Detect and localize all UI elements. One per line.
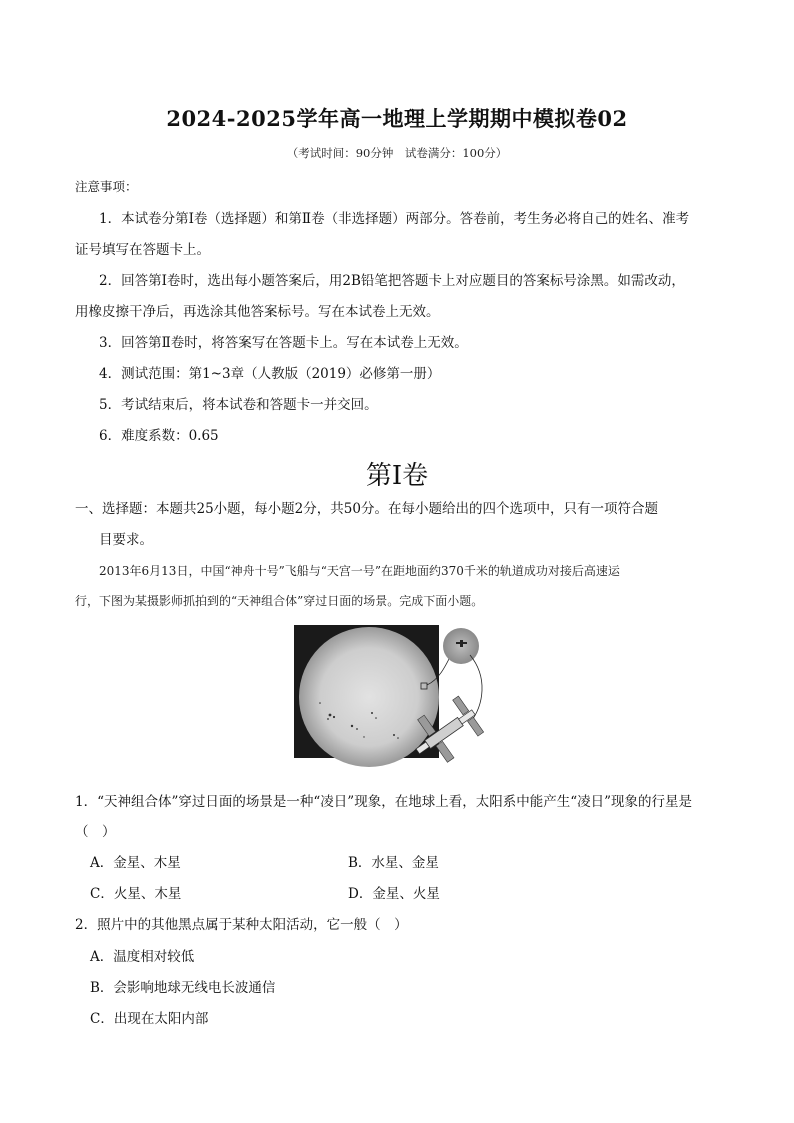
notice-item-1-line-2: 证号填写在答题卡上。 xyxy=(75,242,210,258)
exam-info: （考试时间：90分钟 试卷满分：100分） xyxy=(286,146,508,160)
q2-option-b: B．会影响地球无线电长波通信 xyxy=(90,980,276,996)
notice-item-2-line-2: 用橡皮擦干净后，再选涂其他答案标号。写在本试卷上无效。 xyxy=(75,304,440,320)
notice-heading: 注意事项： xyxy=(75,179,138,194)
q1-stem-line-1: 1．“天神组合体”穿过日面的场景是一种“凌日”现象，在地球上看，太阳系中能产生“凌日”现象的行星是 xyxy=(75,794,692,810)
sun-transit-photo xyxy=(294,625,502,773)
q1-option-c: C．火星、木星 xyxy=(90,886,182,902)
section-1-heading-line-1: 一、选择题：本题共25小题，每小题2分，共50分。在每小题给出的四个选项中，只有一项符合题 xyxy=(75,501,658,517)
notice-item-6: 6．难度系数：0.65 xyxy=(99,428,219,444)
passage-line-2: 行，下图为某摄影师抓拍到的“天神组合体”穿过日面的场景。完成下面小题。 xyxy=(75,594,484,608)
notice-item-1-line-1: 1．本试卷分第Ⅰ卷（选择题）和第Ⅱ卷（非选择题）两部分。答卷前，考生务必将自己的姓名、准考 xyxy=(99,211,690,227)
notice-item-5: 5．考试结束后，将本试卷和答题卡一并交回。 xyxy=(99,397,378,413)
notice-item-3: 3．回答第Ⅱ卷时，将答案写在答题卡上。写在本试卷上无效。 xyxy=(99,335,468,351)
q1-option-d: D．金星、火星 xyxy=(348,886,440,902)
q2-option-c: C．出现在太阳内部 xyxy=(90,1011,209,1027)
q1-option-b: B．水星、金星 xyxy=(348,855,439,871)
section-1-heading-line-2: 目要求。 xyxy=(99,532,153,548)
notice-item-4: 4．测试范围：第1~3章（人教版（2019）必修第一册） xyxy=(99,366,441,382)
volume-title: 第Ⅰ卷 xyxy=(365,461,429,491)
q1-option-a: A．金星、木星 xyxy=(90,855,181,871)
page-title: 2024-2025学年高一地理上学期期中模拟卷02 xyxy=(166,106,628,131)
q1-stem-line-2: （ ） xyxy=(75,824,116,840)
q2-option-a: A．温度相对较低 xyxy=(90,949,195,965)
notice-item-2-line-1: 2．回答第Ⅰ卷时，选出每小题答案后，用2B铅笔把答题卡上对应题目的答案标号涂黑。如需改动， xyxy=(99,273,685,289)
sun-transit-figure xyxy=(294,625,502,773)
q2-stem: 2．照片中的其他黑点属于某种太阳活动，它一般（ ） xyxy=(75,917,408,933)
passage-line-1: 2013年6月13日，中国“神舟十号”飞船与“天宫一号”在距地面约370千米的轨道成功对接后高速运 xyxy=(99,564,620,578)
